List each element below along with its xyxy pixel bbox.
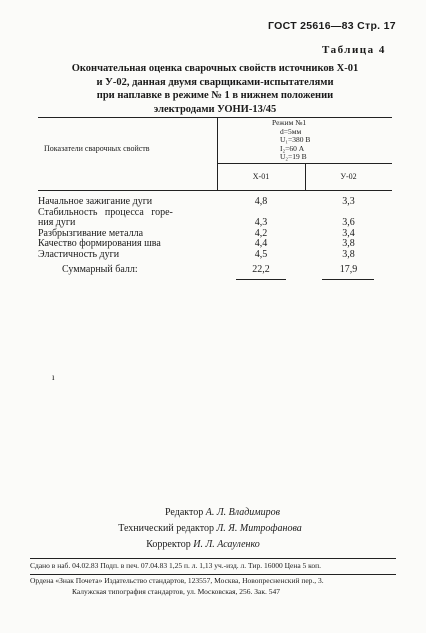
mode-title: Режим №1 bbox=[272, 118, 307, 127]
row-label: Разбрызгивание металла bbox=[38, 227, 144, 239]
row-value-x01: 4,3 bbox=[254, 217, 268, 229]
row-label: ния дуги bbox=[38, 217, 76, 229]
total-underline-y02 bbox=[322, 279, 374, 280]
row-value-y02: 3,6 bbox=[342, 217, 355, 229]
total-x01: 22,2 bbox=[252, 264, 270, 275]
row-value-x01: 4,5 bbox=[254, 248, 268, 260]
title-line-2: и У-02, данная двумя сварщиками-испытателями bbox=[96, 76, 334, 88]
table-row bbox=[38, 197, 392, 208]
table-top-rule bbox=[38, 117, 392, 118]
row-value-y02: 3,8 bbox=[342, 248, 355, 260]
imprint-line-3: Калужская типография стандартов, ул. Московская, 256. Зак. 547 bbox=[72, 587, 281, 596]
credit-editor bbox=[80, 505, 340, 521]
row-value-y02: 3,8 bbox=[342, 238, 355, 250]
imprint-line-2: Ордена «Знак Почета» Издательство стандартов, 123557, Москва, Новопресненский пер., 3. bbox=[30, 576, 324, 585]
mode-diameter: d=5мм bbox=[280, 126, 302, 136]
mode-voltage-1: U₁=380 В bbox=[280, 135, 311, 145]
total-label: Суммарный балл: bbox=[62, 264, 138, 275]
credit-name: И. Л. Асауленко bbox=[193, 539, 260, 550]
imprint-rule-2 bbox=[30, 574, 396, 575]
imprint-rule bbox=[30, 558, 396, 559]
row-value-y02: 3,4 bbox=[342, 227, 355, 239]
table-row bbox=[38, 250, 392, 261]
credit-corrector bbox=[80, 537, 340, 553]
title-line-1: Окончательная оценка сварочных свойств источников Х-01 bbox=[71, 63, 359, 74]
row-value-x01: 4,4 bbox=[254, 238, 268, 250]
table-row bbox=[38, 208, 392, 219]
title-line-3: при наплавке в режиме № 1 в нижнем положении bbox=[96, 90, 334, 101]
mode-current: I₂=60 А bbox=[280, 143, 305, 153]
mode-voltage-2: U₂=19 В bbox=[280, 152, 307, 162]
row-value-x01: 4,8 bbox=[254, 196, 268, 207]
row-label: Начальное зажигание дуги bbox=[38, 196, 153, 207]
credit-role: Корректор bbox=[146, 539, 191, 550]
credits-block bbox=[80, 505, 340, 553]
table-label: Таблица 4 bbox=[322, 44, 386, 56]
table-body bbox=[38, 197, 392, 261]
credit-tech-editor bbox=[80, 521, 340, 537]
mode-block bbox=[272, 119, 310, 162]
table-title bbox=[40, 62, 390, 116]
col-header-x01: Х-01 bbox=[252, 172, 270, 181]
row-value-y02: 3,3 bbox=[342, 196, 355, 207]
table-head-bottom-rule bbox=[38, 190, 392, 191]
row-value-x01: 4,2 bbox=[254, 227, 268, 239]
credit-role: Редактор bbox=[165, 507, 204, 518]
row-label: Эластичность дуги bbox=[38, 248, 120, 260]
total-underline-x01 bbox=[236, 279, 286, 280]
col-header-y02: У-02 bbox=[340, 172, 357, 181]
stray-mark: ı bbox=[52, 372, 55, 382]
col-header-indicators: Показатели сварочных свойств bbox=[44, 144, 150, 153]
credit-name: Л. Я. Митрофанова bbox=[216, 523, 302, 534]
credit-role: Технический редактор bbox=[118, 523, 215, 534]
credit-name: А. Л. Владимиров bbox=[205, 507, 280, 518]
row-label: Качество формирования шва bbox=[38, 238, 161, 250]
title-line-4: электродами УОНИ-13/45 bbox=[153, 103, 277, 115]
row-label: Стабильность процесса горе- bbox=[38, 206, 173, 218]
total-y02: 17,9 bbox=[339, 264, 358, 275]
page-header: ГОСТ 25616—83 Стр. 17 bbox=[268, 20, 396, 32]
imprint-line-1: Сдано в наб. 04.02.83 Подп. в печ. 07.04.83 1,25 п. л. 1,13 уч.-изд. л. Тир. 16000 Цена 5 коп. bbox=[30, 561, 322, 570]
